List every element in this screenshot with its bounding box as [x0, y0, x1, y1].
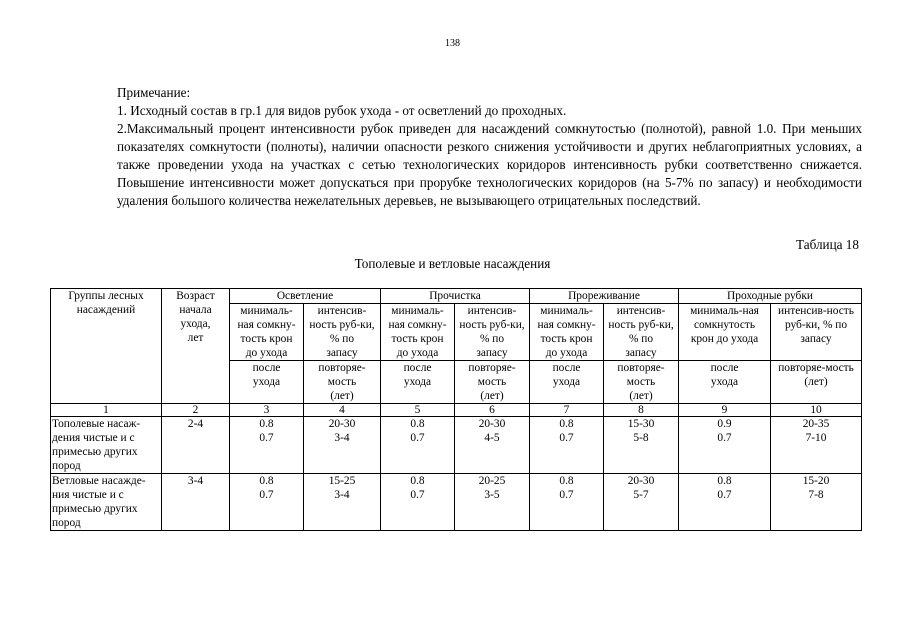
column-number-row — [51, 404, 862, 417]
column-number: 3 — [230, 404, 304, 417]
note-heading: Примечание: — [117, 85, 191, 100]
note-item-2: 2.Максимальный процент интенсивности рубок приведен для насаждений сомкнутостью (полнотой), равной 1.0. При меньших показателях сомкнутости (полноты), наличии опасности резкого снижения устойчивости и других неблагоприятных условиях, а также проведении ухода на участках с сетью технологических коридоров интенсивность рубки соответственно снижается. Повышение интенсивности может допускаться при прорубке технологических коридоров (на 5-7% по запасу) и необходимости удаления большого количества нежелательных деревьев, не вызывающего отрицательных последствий. — [117, 121, 862, 208]
cell-value: 0.8 0.7 — [230, 474, 304, 531]
column-number: 7 — [530, 404, 604, 417]
subheader-int: интенсив- ность руб-ки, % по запасу — [604, 304, 679, 361]
data-table — [50, 288, 862, 531]
column-number: 8 — [604, 404, 679, 417]
column-number: 5 — [381, 404, 455, 417]
subheader-int: интенсив- ность руб-ки, % по запасу — [304, 304, 381, 361]
header-osvetlenie: Осветление — [230, 289, 381, 304]
cell-value: 0.8 0.7 — [381, 417, 455, 474]
page-number: 138 — [445, 38, 460, 49]
cell-age: 2-4 — [162, 417, 230, 474]
cell-value: 15-20 7-8 — [771, 474, 862, 531]
header-group: Группы лесных насаждений — [51, 289, 162, 404]
column-number: 4 — [304, 404, 381, 417]
cell-group: Тополевые насаж- дения чистые и с примесью других пород — [51, 417, 162, 474]
cell-value: 20-35 7-10 — [771, 417, 862, 474]
cell-group: Ветловые насажде- ния чистые и с примесью других пород — [51, 474, 162, 531]
table-header-row — [51, 289, 862, 304]
subheader-min: минималь- ная сомкну- тость крон до ухода — [230, 304, 304, 361]
subheader-posle: после ухода — [230, 361, 304, 404]
column-number: 2 — [162, 404, 230, 417]
cell-value: 0.9 0.7 — [679, 417, 771, 474]
table-row — [51, 474, 862, 531]
subheader-min: минималь- ная сомкну- тость крон до ухода — [530, 304, 604, 361]
cell-value: 15-30 5-8 — [604, 417, 679, 474]
subheader-posle: после ухода — [381, 361, 455, 404]
column-number: 9 — [679, 404, 771, 417]
cell-value: 0.8 0.7 — [381, 474, 455, 531]
table-row — [51, 417, 862, 474]
column-number: 1 — [51, 404, 162, 417]
subheader-povtor: повторяе- мость (лет) — [604, 361, 679, 404]
subheader-povtor: повторяе-мость (лет) — [771, 361, 862, 404]
cell-value: 0.8 0.7 — [530, 474, 604, 531]
column-number: 6 — [455, 404, 530, 417]
header-age: Возраст начала ухода, лет — [162, 289, 230, 404]
cell-value: 0.8 0.7 — [679, 474, 771, 531]
header-prohodnye: Проходные рубки — [679, 289, 862, 304]
header-prochistka: Прочистка — [381, 289, 530, 304]
cell-age: 3-4 — [162, 474, 230, 531]
subheader-int: интенсив- ность руб-ки, % по запасу — [455, 304, 530, 361]
cell-value: 15-25 3-4 — [304, 474, 381, 531]
subheader-posle: после ухода — [679, 361, 771, 404]
cell-value: 20-30 4-5 — [455, 417, 530, 474]
cell-value: 20-25 3-5 — [455, 474, 530, 531]
header-prorezhivanie: Прореживание — [530, 289, 679, 304]
subheader-povtor: повторяе- мость (лет) — [304, 361, 381, 404]
cell-value: 0.8 0.7 — [530, 417, 604, 474]
note-block — [117, 84, 862, 210]
subheader-min: минималь-ная сомкнутость крон до ухода — [679, 304, 771, 361]
subheader-povtor: повторяе- мость (лет) — [455, 361, 530, 404]
subheader-min: минималь- ная сомкну- тость крон до ухода — [381, 304, 455, 361]
cell-value: 0.8 0.7 — [230, 417, 304, 474]
subheader-int: интенсив-ность руб-ки, % по запасу — [771, 304, 862, 361]
note-item-1: 1. Исходный состав в гр.1 для видов рубок ухода - от осветлений до проходных. — [117, 103, 567, 118]
cell-value: 20-30 3-4 — [304, 417, 381, 474]
table-title: Тополевые и ветловые насаждения — [354, 256, 551, 271]
column-number: 10 — [771, 404, 862, 417]
subheader-posle: после ухода — [530, 361, 604, 404]
table-label: Таблица 18 — [796, 237, 859, 252]
cell-value: 20-30 5-7 — [604, 474, 679, 531]
